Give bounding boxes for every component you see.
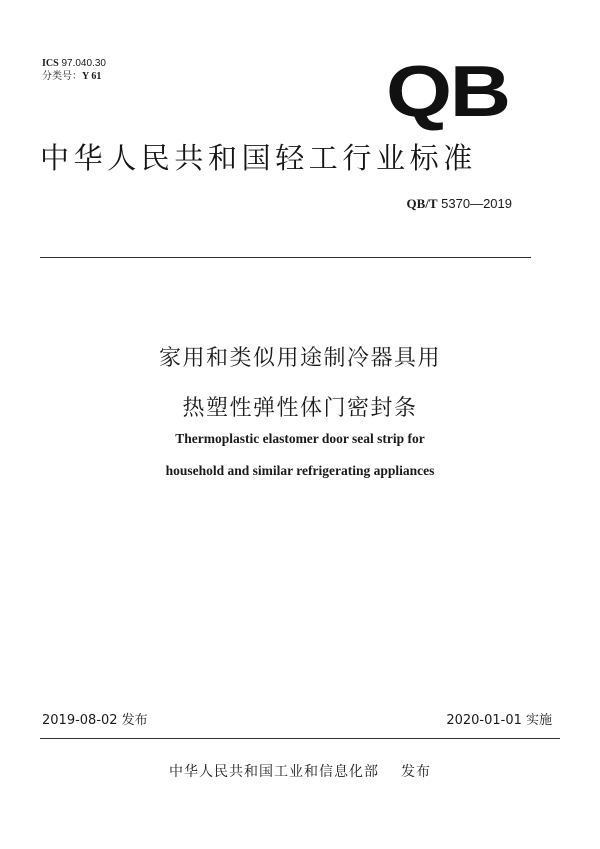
- standard-number: [406, 196, 512, 212]
- issuer-name: 中华人民共和国工业和信息化部: [169, 764, 379, 780]
- title-en-line2: household and similar refrigerating appliances: [165, 463, 435, 478]
- title-zh-line1: 家用和类似用途制冷器具用: [158, 346, 441, 371]
- org-title: 中华人民共和国轻工行业标准: [40, 141, 477, 175]
- class-code: Y 61: [82, 71, 102, 82]
- class-line: [42, 70, 106, 83]
- title-zh-line2: 热塑性弹性体门密封条: [182, 396, 418, 421]
- standard-prefix: QB/T: [406, 196, 438, 211]
- bottom-divider: [40, 738, 560, 739]
- top-divider: [40, 257, 531, 258]
- class-label: 分类号：: [42, 71, 82, 82]
- issue-date: 2019-08-02 发布: [42, 713, 148, 728]
- issuer-line: [0, 763, 600, 781]
- standard-code: 5370—2019: [441, 196, 512, 211]
- ics-label: ICS: [42, 58, 59, 69]
- qb-logo: QB: [386, 52, 509, 132]
- ics-code: 97.040.30: [61, 58, 106, 69]
- ics-line: [42, 57, 106, 70]
- issuer-action: 发布: [401, 764, 431, 780]
- title-en-line1: Thermoplastic elastomer door seal strip for: [175, 431, 425, 446]
- classification-block: [42, 57, 106, 83]
- implementation-date: 2020-01-01 实施: [446, 713, 552, 728]
